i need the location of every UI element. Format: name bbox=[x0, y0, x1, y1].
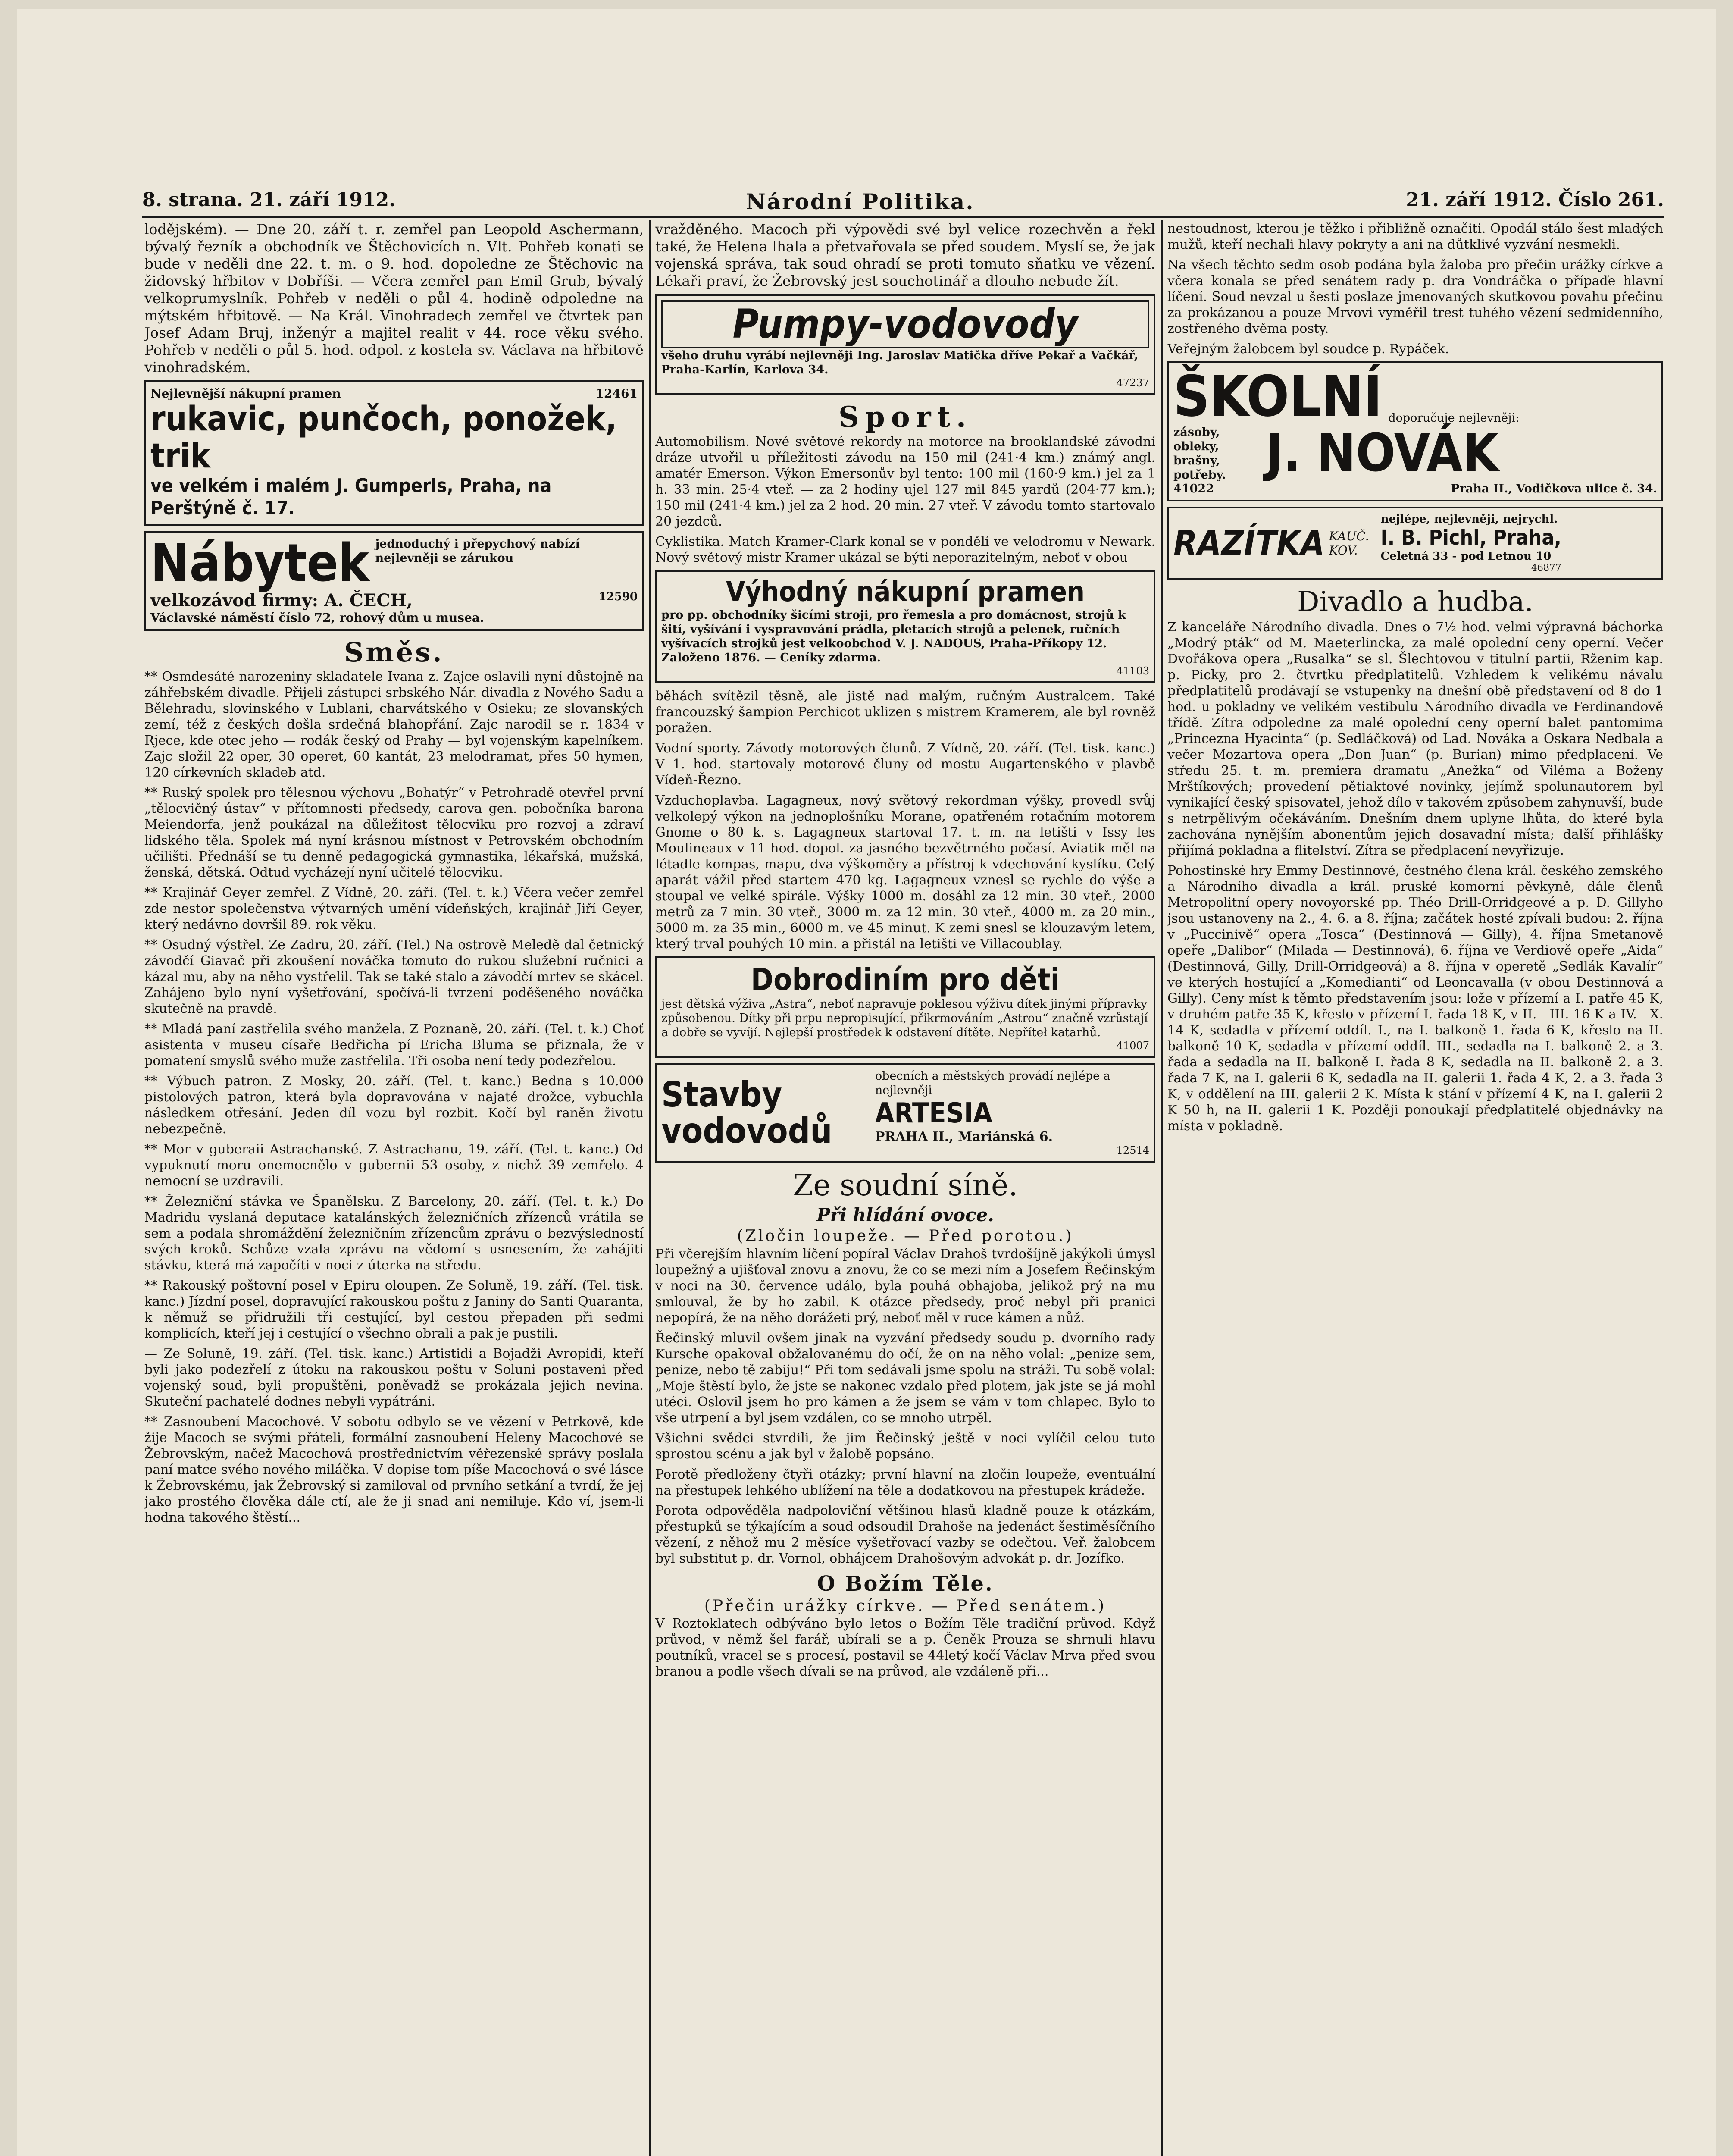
news-item-bohatyr: ** Ruský spolek pro tělesnou výchovu „Bohatýr“ v Petrohradě otevřel první „tělocvičný ústav“ v přítomnosti předsedy, carova gen. pobočníka barona Meiendorfa, jenž poukázal na důležitost tělocviku pro rozvoj a zdraví lidského těla. Spolek má nyní krásnou místnost v Petrovském obchodním učilišti. Přednáší se tu denně pedagogická gymnastika, lékařská, mužská, ženská, dětská. Odtud vycházejí nyní učitelé tělocviku. bbox=[144, 785, 644, 880]
macoch-paragraph: vražděného. Macoch při výpovědi své byl velice rozechvěn a řekl také, že Helena lhala a přetvařovala se před soudem. Myslí se, že jak vojenská správa, tak soud ohradí se proti tomuto sňatku ve vězení. Lékaři praví, že Žebrovský jest souchotinář a dlouho nebude žít. bbox=[655, 221, 1155, 289]
ad-astra-text: jest dětská výživa „Astra“, neboť napravuje poklesou výživu dítek jinými přípravky způsobenou. Dítky při prpu nepropisující, přikrmováním „Astrou“ značně vzrůstají a dobře se vyvíjí. Nejlepší prostředek k odstavení dítěte. Nepříteł katarhů. bbox=[661, 997, 1148, 1039]
column-1 bbox=[144, 221, 644, 2156]
divadlo-paragraph-2: Pohostinské hry Emmy Destinnové, čestného člena král. českého zemského a Národního divadla a král. pruské komorní pěvkyně, dále členů Metropolitní opery novoyorské pp. Théo Drill-Orridgeové a p. D. Gillyho jsou ustanoveny na 2., 4. 6. a 8. října; začátek hosté zpívali budou: 2. října v „Puccinivě“ opera „Tosca“ (Destinnová — Gilly), 4. října Smetanově opeře „Dalibor“ (Milada — Destinnová), 6. října ve Verdiově opeře „Aida“ (Destinnová, Gilly, Drill-Orridgeová) a 8. října v operetě „Sedlák Kavalír“ ve kterých hostující a „Komedianti“ od Leoncavalla (v obou Destinnová a Gilly). Ceny míst k těmto představením jsou: lože v přízemí a I. patře 45 K, v druhém patře 35 K, křeslo v přízemí I. řada 18 K, v II.—III. 16 K a IV.—X. 14 K, sedadla v přízemí oddíl. I., na I. balkoně 1. řada 6 K, křeslo na II. balkoně 10 K, sedadla v přízemí oddíl. III., sedadla na I. balkoně 2. a 3. řada a sedadla na II. balkoně I. řada 8 K, sedadla na II. balkoně 2. a 3. řada 7 K, na I. galerii 6 K, sedadla na II. galerii 1. řada 4 K, 2. a 3. řada 3 K, v oddělení na III. galerii 2 K. Místa k stání v přízemí 4 K, na I. galerii 2 K 50 h, na II. galerii 1 K. Později ponoukají předplatitelé objednávky na místa v pokladně. bbox=[1167, 863, 1663, 1134]
news-item-posel: ** Rakouský poštovní posel v Epiru oloupen. Ze Soluně, 19. září. (Tel. tisk. kanc.) Jízdní posel, dopravující rakouskou poštu z Janiny do Santi Quaranta, k němuž se přidružili tři cestující, byl cestou přepaden při sedmi komplicích, kteří jej i cestující o všechno obrali a pak je pustili. bbox=[144, 1278, 644, 1341]
news-item-mor: ** Mor v guberaii Astrachanské. Z Astrachanu, 19. září. (Tel. t. kanc.) Od vypuknutí moru onemocnělo v gubernii 53 osoby, z nichž 39 zemřelo. 4 nemocní se uzdravili. bbox=[144, 1142, 644, 1189]
ad-astra-number: 41007 bbox=[1116, 1040, 1149, 1052]
ad-pichl-tagline: nejlépe, nejlevněji, nejrychl. bbox=[1380, 513, 1558, 526]
bozi-telo-subtitle: (Přečin urážky církve. — Před senátem.) bbox=[704, 1597, 1107, 1615]
news-item-geyer: ** Krajinář Geyer zemřel. Z Vídně, 20. září. (Tel. t. k.) Včera večer zemřel zde nestor společenstva výtvarných umění vídeňských, krajinář Jiří Geyer, který nedávno dovršil 89. rok věku. bbox=[144, 885, 644, 932]
ad-novak-firm: J. NOVÁK bbox=[1266, 423, 1499, 483]
sport-vodni: Vodní sporty. Závody motorových člunů. Z Vídně, 20. září. (Tel. tisk. kanc.) V 1. hod. startovaly motorové čluny od mostu Augartenského v plavbě Vídeň-Řezno. bbox=[655, 741, 1155, 788]
ad-novak-number: 41022 bbox=[1173, 482, 1214, 495]
soud-paragraph-3: Všichni svědci stvrdili, že jim Řečinský ještě v noci vylíčil celou tuto sprostou scénu a jak byl v žalobě popsáno. bbox=[655, 1431, 1155, 1462]
ad-pumpy-number: 47237 bbox=[1116, 377, 1149, 389]
ad-cech-furniture bbox=[144, 531, 644, 631]
column-rule-2 bbox=[1161, 220, 1163, 2156]
soud-paragraph-2: Řečinský mluvil ovšem jinak na vyzvání předsedy soudu p. dvorního rady Kursche opakoval obžalovanému do očí, že on na něho volal: „penize sem, penize, nebo tě zabiju!“ Při tom sedávali jsme spolu na stráži. Tu sobě volal: „Moje štěstí bylo, že jste se nakonec vzdalo před plotem, jak jste se já mohl utéci. Oslovil jsem ho pro kámen a že jsem se vám v tom chlapec. Bylo to vše utrpení a byl jsem vzdálen, co se mnoho utrpěl. bbox=[655, 1331, 1155, 1426]
ad-pichl-address: Celetná 33 - pod Letnou 10 bbox=[1380, 550, 1552, 563]
ad-pumpy-headline: Pumpy-vodovody bbox=[661, 300, 1149, 348]
header-rule bbox=[142, 216, 1664, 218]
divadlo-paragraph-1: Z kanceláře Národního divadla. Dnes o 7½ hod. velmi výpravná báchorka „Modrý pták“ od M. Maeterlincka, za malé opolední ceny operní. Večer Dvořákova opera „Rusalka“ se sl. Šlechtovou v titulní partii, Rženim kap. p. Picky, pro 2. čtvrtku předplatitelů. Vzhledem k velikému návalu předplatitelů prodávají se vstupenky na dnešní obě představení od 8 do 1 hod. u pokladny ve velikém vestibulu Národního divadla ve Ferdinandově třídě. Zítra odpoledne za malé opolední ceny operní balet pantomima „Princezna Hyacinta“ (p. Sedláčková) od Lad. Nováka a Oskara Nedbala a večer Mozartova opera „Don Juan“ (p. Burian) mimo předplacení. Ve středu 25. t. m. premiera dramatu „Anežka“ od Viléma a Boženy Mrštíkových; provedení pětiaktové novinky, jejímž spolunautorem byl vynikající český spisovatel, jehož dílo v takovém způsobem zahynuvší, bude s netrpělivým očekáváním. Dnešním dnem uplyne lhůta, do které byla zachována nynějším abonentům jejich dosavadní místa; další přihlášky přijímá pokladna a flitelství. Zítra se předplacení nevyřizuje. bbox=[1167, 620, 1663, 858]
ad-gumperls-number: 12461 bbox=[595, 386, 638, 401]
ad-novak bbox=[1167, 361, 1663, 501]
ad-astra-headline: Dobrodiním pro děti bbox=[751, 962, 1060, 997]
news-item-solun: — Ze Soluně, 19. září. (Tel. tisk. kanc.) Artistidi a Bojadži Avropidi, kteří byli jako podezřelí z útoku na rakouskou poštu v Soluni postaveni před vojenský soud, byli propuštěni, poněvadž se prokázala jejich nevina. Skuteční pachatelé dodnes nebyli vypátráni. bbox=[144, 1346, 644, 1409]
ad-nadous-number: 41103 bbox=[1116, 665, 1149, 677]
ad-cech-description: jednoduchý i přepychový nabízí nejlevněji se zárukou bbox=[375, 537, 580, 565]
ad-novak-address: Praha II., Vodičkova ulice č. 34. bbox=[1451, 482, 1657, 495]
sport-cyklistika: Cyklistika. Match Kramer-Clark konal se v pondělí ve velodromu v Newark. Nový světový mistr Kramer ukázal se býti neporazitelným, neboť v obou bbox=[655, 534, 1155, 565]
header-masthead: Národní Politika. bbox=[746, 189, 975, 214]
ad-cech-number: 12590 bbox=[598, 590, 638, 603]
section-title-smes: Směs. bbox=[344, 636, 444, 668]
section-title-bozi-telo: O Božím Těle. bbox=[817, 1572, 994, 1596]
news-item-poznan: ** Mladá paní zastřelila svého manžela. Z Poznaně, 20. září. (Tel. t. k.) Choť asistenta v museu císaře Bedřicha pí Ericha Bluma se přiznala, že v pomatení smyslů svého muže zastřelila. Tři osoba není tedy podezřelou. bbox=[144, 1022, 644, 1069]
ad-artesia-address: PRAHA II., Mariánská 6. bbox=[875, 1129, 1053, 1144]
obituary-paragraph: lodějském). — Dne 20. září t. r. zemřel pan Leopold Aschermann, bývalý řezník a obchodník ve Štěchovicích n. Vlt. Pohřeb konati se bude v neděli dne 22. t. m. o 9. hod. dopoledne ze Štěchovic na židovský hřbitov v Dobříši. — Včera zemřel pan Emil Grub, bývalý velkoprumyslník. Pohřeb v neděli o půl 4. hodině odpoledne na mýtském hřbitově. — Na Král. Vinohradech zemřel ve čtvrtek pan Josef Adam Bruj, inženýr a majitel realit v 44. roce věku svého. Pohřeb v neděli o půl 5. hod. odpol. z kostela sv. Václava na hřbitově vinohradském. bbox=[144, 221, 644, 376]
ad-pichl bbox=[1167, 507, 1663, 580]
ad-pichl-number: 46877 bbox=[1531, 563, 1561, 573]
header-page-date: 8. strana. 21. září 1912. bbox=[142, 189, 396, 211]
ad-cech-address: Václavské náměstí číslo 72, rohový dům u musea. bbox=[150, 611, 484, 625]
news-item-vystrel: ** Osudný výstřel. Ze Zadru, 20. září. (Tel.) Na ostrově Meledě dal četnický závodčí Giavač při zkoušení nováčka tomuto do rukou služební ručnici a kázal mu, aby na něho vystřelil. Tak se také stalo a závodčí mrtev se skácel. Zahájeno bylo nyní vyšetřování, spočívá-li tvrzení poděšeného nováčka skutečně na pravdě. bbox=[144, 937, 644, 1016]
urazka-paragraph-3: Veřejným žalobcem byl soudce p. Rypáček. bbox=[1167, 342, 1449, 357]
ad-nadous-text: pro pp. obchodníky šicími stroji, pro řemesla a pro domácnost, strojů k šití, vyšívání i vyspravování prádla, pletacích strojů a pelenek, ručních vyšívacích strojků jest velkoobchod V. J. NADOUS, Praha-Příkopy 12. Založeno 1876. — Ceníky zdarma. bbox=[661, 608, 1126, 664]
ad-gumperls-tagline: Nejlevnější nákupní pramen bbox=[150, 386, 341, 401]
soud-subtitle-2: (Zločin loupeže. — Před porotou.) bbox=[737, 1227, 1074, 1245]
section-title-divadlo: Divadlo a hudba. bbox=[1297, 586, 1533, 618]
news-item-stavka: ** Železniční stávka ve Španělsku. Z Barcelony, 20. září. (Tel. t. k.) Do Madridu vyslaná deputace katalánských železničních zřízenců vrátila se sem a podala shromáždění železničním zřízencům zprávu o bezvýsledností svých kroků. Schůze vzala zprávu na vědomí s usnesením, že zahájiti stávku, která má započíti v noci z úterka na středu. bbox=[144, 1194, 644, 1273]
ad-nadous bbox=[655, 570, 1155, 683]
ad-astra bbox=[655, 956, 1155, 1058]
ad-pichl-firm: I. B. Pichl, Praha, bbox=[1380, 526, 1561, 550]
urazka-paragraph-2: Na všech těchto sedm osob podána byla žaloba pro přečin urážky církve a včera konala se před senátem rady p. dra Vondráčka o přípaďe hlavní líčení. Soud nevzal u šesti poslaze jmenovaných skutkovou povahu přečinu za prokázanou a pouze Mrvovi vyměřil trest tuhého vězení sedmidenního, zostřeného dvěma posty. bbox=[1167, 257, 1663, 336]
soud-paragraph-1: Při včerejším hlavním líčení popíral Václav Drahoš tvrdošíjně jakýkoli úmysl loupežný a ujišťoval znovu a znovu, že co se mezi ním a Josefem Řečinským v noci na 30. července událo, byla pouhá obhajoba, jelikož prý na mu smlouval, že by ho zabil. K otázce předsedy, proč nebyl při pranici nepopírá, že na něho dorážeti prý, neboť měl v ruce kámen a nůž. bbox=[655, 1247, 1155, 1326]
sport-vzduchoplavba: Vzduchoplavba. Lagagneux, nový světový rekordman výšky, provedl svůj velkolepý výkon na jednoplošníku Morane, opatřeném rotačním motorem Gnome o 80 k. s. Lagagneux startoval 17. t. m. na letišti v Issy les Moulineaux v 11 hod. dopol. za jasného bezvětrného počasí. Aviatik měl na létadle kompas, mapu, dva výškoměry a přístroj k vdechování kyslíku. Celý aparát vážil před startem 470 kg. Lagagneux vznesl se rychle do výše a stoupal ve velké spirále. Výšky 1000 m. dosáhl za 12 min. 30 vteř., 2000 metrů za 7 min. 30 vteř., 3000 m. za 12 min. 30 vteř., 4000 m. za 20 min., 5000 m. za 35 min., 6000 m. ve 45 minut. K zemi snesl se klouzavým letem, který trval pouhých 10 min. a přistál na letišti ve Villacoublay. bbox=[655, 793, 1155, 952]
news-item-macochova: ** Zasnoubení Macochové. V sobotu odbylo se ve vězení v Petrkově, kde žije Macoch se svými přáteli, formální zasnoubení Heleny Macochové se Žebrovským, načež Macochová prostřednictvím věřezenské správy poslala paní matce svého nového miláčka. V dopise tom píše Macochová o své lásce k Žebrovskému, jak Žebrovský si zamiloval od prvního setkání a tvrdí, že jej jako prostého člověka dále ctí, ale že ji snad ani nemiluje. Kdo ví, jsem-li hodna takového štěstí... bbox=[144, 1414, 644, 1525]
ad-gumperls bbox=[144, 380, 644, 526]
ad-pichl-headline: RAZÍTKA bbox=[1173, 523, 1325, 563]
header-issue-number: 21. září 1912. Číslo 261. bbox=[1406, 189, 1664, 211]
ad-artesia-firm: ARTESIA bbox=[875, 1097, 992, 1129]
section-title-soud: Ze soudní síně. bbox=[793, 1169, 1018, 1203]
soud-paragraph-5: Porota odpověděla nadpoloviční většinou hlasů kladně pouze k otázkám, přestupků se týkajícím a soud odsoudil Drahoše na jedenáct šestiměsíčního vězení, z něhož mu 2 měsíce vyšetřovací vazby se odečtou. Veř. žalobcem byl substitut p. dr. Vornol, obhájcem Drahošovým advokát p. dr. Jozífko. bbox=[655, 1503, 1155, 1566]
ad-artesia bbox=[655, 1063, 1155, 1163]
ad-gumperls-address: ve velkém i malém J. Gumperls, Praha, na Perštýně č. 17. bbox=[150, 475, 552, 519]
ad-pumpy bbox=[655, 294, 1155, 395]
soud-paragraph-4: Porotě předloženy čtyři otázky; první hlavní na zločin loupeže, eventuální na přestupek lehkého ublížení na těle a dodatkovou na přestupek krádeže. bbox=[655, 1467, 1155, 1498]
column-3 bbox=[1167, 221, 1663, 2156]
column-2 bbox=[655, 221, 1155, 2156]
ad-nadous-headline: Výhodný nákupní pramen bbox=[726, 576, 1085, 608]
news-item-zajc: ** Osmdesáté narozeniny skladatele Ivana z. Zajce oslavili nyní důstojně na záhřebském divadle. Přijeli zástupci srbského Nár. divadla z Nového Sadu a Bělehradu, slovinského v Lublani, charvátského v Osieku; ze slovanských zemí, též z českých došla srdečná blahopřání. Zajc narodil se r. 1834 v Rjece, kde otec jeho — rodák český od Prahy — byl vojenským kapelníkem. Zajc složil 22 oper, 30 operet, 60 kantát, 23 melodramat, přes 50 hymen, 120 církevních skladeb atd. bbox=[144, 669, 644, 780]
ad-artesia-headline: Stavby vodovodů bbox=[661, 1074, 832, 1151]
news-item-vybuch: ** Výbuch patron. Z Mosky, 20. září. (Tel. t. kanc.) Bedna s 10.000 pistolových patron, která byla dopravována v najaté drožce, vybuchla následkem otřesání. Jeden díl vozu byl rozbit. Kočí byl raněn životu nebezpečně. bbox=[144, 1074, 644, 1137]
ad-pichl-material: KAUČ. KOV. bbox=[1329, 529, 1369, 558]
ad-cech-headline: Nábytek bbox=[150, 533, 369, 593]
column-rule-1 bbox=[649, 220, 651, 2156]
page-header bbox=[142, 189, 1664, 215]
ad-artesia-number: 12514 bbox=[1116, 1144, 1149, 1156]
bozi-telo-paragraph: V Roztoklatech odbýváno bylo letos o Božím Těle tradiční průvod. Když průvod, v němž šel farář, ubírali se a p. Čeněk Prouza se shrnuli hlavu poutníků, vracel se s procesí, postavil se 44letý kočí Václav Mrva před svou branou a podle všech dívali se na průvod, ale vzdáleně při... bbox=[655, 1616, 1155, 1679]
ad-gumperls-headline: rukavic, punčoch, ponožek, trik bbox=[150, 400, 617, 476]
soud-subtitle: Při hlídání ovoce. bbox=[816, 1204, 994, 1225]
ad-pumpy-text: všeho druhu vyrábí nejlevněji Ing. Jaroslav Matička dříve Pekař a Vačkář, Praha-Karlín, Karlova 34. bbox=[661, 349, 1139, 376]
urazka-paragraph-1: nestoudnost, kterou je těžko i přibližně označiti. Opodál stálo šest mladých mužů, kteří nechali hlavy pokryty a ani na důtklivé vyzvání nesmekli. bbox=[1167, 221, 1663, 252]
ad-novak-items: zásoby, obleky, brašny, potřeby. bbox=[1173, 426, 1226, 482]
ad-novak-tagline: doporučuje nejlevněji: bbox=[1388, 411, 1520, 425]
sport-cyklistika-cont: běhách svítězil těsně, ale jistě nad malým, ručným Australcem. Také francouzský šampion Perchicot uklizen s mistrem Kramerem, ale byl rovněž poražen. bbox=[655, 689, 1155, 736]
ad-novak-headline: ŠKOLNÍ bbox=[1173, 364, 1383, 429]
section-title-sport: Sport. bbox=[838, 400, 973, 434]
ad-artesia-text: obecních a městských provádí nejlépe a nejlevněji bbox=[875, 1069, 1110, 1097]
sport-automobilism: Automobilism. Nové světové rekordy na motorce na brooklandské závodní dráze utvořil u příležitosti závodu na 150 mil (241·4 km.) známý angl. amatér Emerson. Výkon Emersonův byl tento: 100 mil (160·9 km.) jel za 1 h. 33 min. 25·4 vteř. — za 2 hodiny ujel 127 mil 845 yardů (204·77 km.); 150 mil (241·4 km.) jel za 2 hod. 20 min. 27 vteř. V závodu tomto startovalo 20 jezdců. bbox=[655, 434, 1155, 529]
ad-cech-firm: velkozávod firmy: A. ČECH, bbox=[150, 590, 413, 611]
